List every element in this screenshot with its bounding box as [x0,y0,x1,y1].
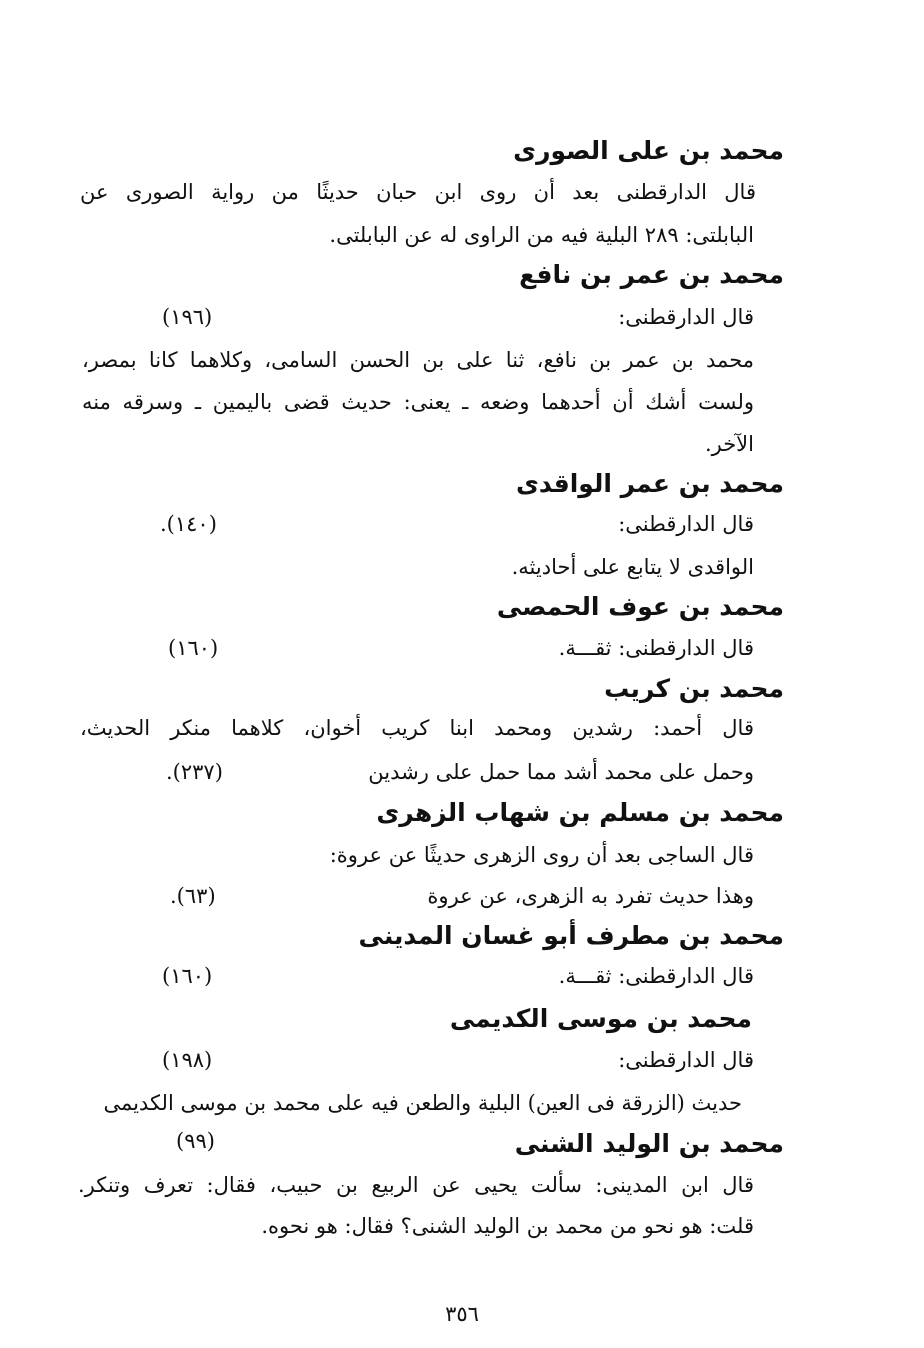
entry-text-line: قال أحمد: رشدين ومحمد ابنا كريب أخوان، كلاهما منكر الحديث، [80,716,754,740]
reference-number: (٦٣). [170,884,216,908]
entry-heading: محمد بن مسلم بن شهاب الزهرى [376,798,784,827]
reference-number: (٢٣٧). [166,760,223,784]
entry-heading: محمد بن عوف الحمصى [496,592,784,621]
entry-text-line: قال الدارقطنى بعد أن روى ابن حبان حديثًا من رواية الصورى عن [80,180,756,204]
reference-number: (١٤٠). [160,512,217,536]
page-number: ٣٥٦ [445,1302,479,1326]
entry-heading: محمد بن عمر بن نافع [519,260,784,289]
entry-text-line: قال الدارقطنى: [618,1048,754,1072]
entry-heading: محمد بن موسى الكديمى [449,1004,752,1033]
entry-text-line: قال الدارقطنى: [618,512,754,536]
reference-number: (١٩٦) [162,305,213,329]
entry-text-line: ولست أشك أن أحدهما وضعه ـ يعنى: حديث قضى باليمين ـ وسرقه منه [82,390,754,414]
entry-text-line: قال ابن المدينى: سألت يحيى عن الربيع بن حبيب، فقال: تعرف وتنكر. [78,1173,754,1197]
reference-number: (١٦٠) [162,964,213,988]
reference-number: (٩٩) [176,1129,215,1153]
entry-text-line: وحمل على محمد أشد مما حمل على رشدين [368,760,754,784]
entry-text-line: الآخر. [704,432,754,456]
reference-number: (١٩٨) [162,1048,213,1072]
entry-text-line: قال الدارقطنى: [618,305,754,329]
entry-heading: محمد بن الوليد الشنى [514,1129,784,1158]
entry-text-line: وهذا حديث تفرد به الزهرى، عن عروة [427,884,754,908]
entry-heading: محمد بن مطرف أبو غسان المدينى [358,921,784,950]
reference-number: (١٦٠) [168,636,219,660]
entry-heading: محمد بن كريب [604,674,784,703]
entry-text-line: حديث (الزرقة فى العين) البلية والطعن فيه على محمد بن موسى الكديمى [103,1091,742,1115]
entry-heading: محمد بن على الصورى [513,136,784,165]
entry-heading: محمد بن عمر الواقدى [515,469,784,498]
entry-text-line: الواقدى لا يتابع على أحاديثه. [511,555,754,579]
entry-text-line: قلت: هو نحو من محمد بن الوليد الشنى؟ فقال: هو نحوه. [261,1214,754,1238]
entry-text-line: محمد بن عمر بن نافع، ثنا على بن الحسن السامى، وكلاهما كانا بمصر، [82,348,754,372]
entry-text-line: البابلتى: ٢٨٩ البلية فيه من الراوى له عن البابلتى. [329,223,754,247]
entry-text-line: قال الدارقطنى: ثقـــة. [558,964,754,988]
entry-text-line: قال الساجى بعد أن روى الزهرى حديثًا عن عروة: [329,843,754,867]
entry-text-line: قال الدارقطنى: ثقـــة. [558,636,754,660]
